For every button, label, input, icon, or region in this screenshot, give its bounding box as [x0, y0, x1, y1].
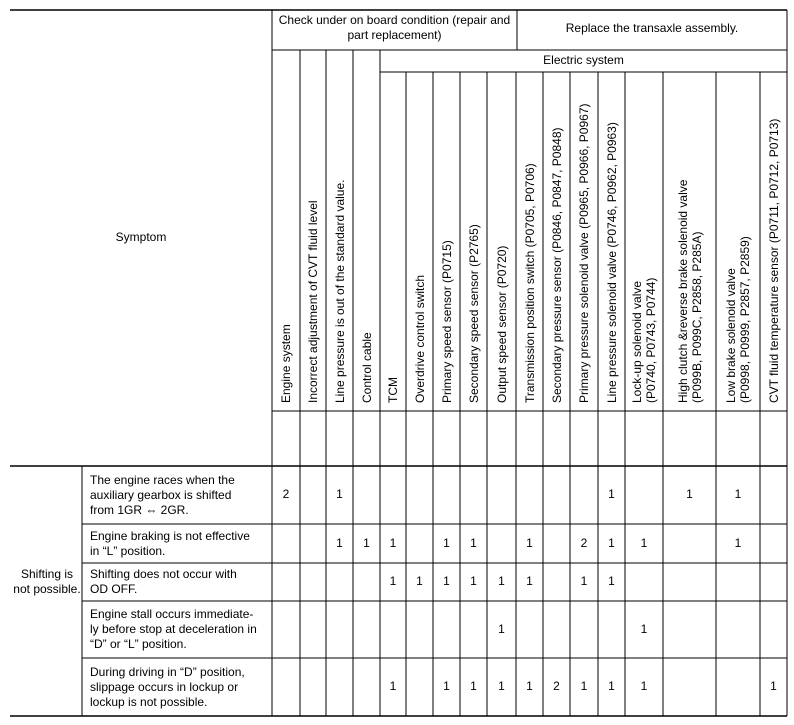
table-cell-r2-c8: 1 — [498, 574, 505, 588]
symptom-text-row-4: slippage occurs in lockup or — [90, 679, 239, 694]
table-cell-r1-c6: 1 — [443, 535, 450, 550]
column-header-12: Line pressure solenoid valve (P0746, P0962, P0963) — [604, 122, 619, 403]
table-cell-r3-c8: 1 — [498, 621, 505, 636]
table-cell-r4-c10: 2 — [553, 679, 560, 693]
table-cell-r2-c7: 1 — [470, 574, 477, 588]
table-cell-r1-c2: 1 — [336, 535, 343, 550]
table-cell-r0-c15: 1 — [734, 487, 742, 501]
column-header-1: Incorrect adjustment of CVT fluid level — [306, 200, 320, 403]
replace-group-header: Replace the transaxle assembly. — [565, 21, 739, 35]
shifting-group-label: Shifting is not possible. — [13, 567, 81, 596]
table-cell-r2-c9: 1 — [526, 574, 533, 588]
column-header-7: Secondary speed sensor (P2765) — [466, 224, 481, 403]
symptom-text-row-0: The engine races when the — [90, 472, 235, 487]
table-cell-r4-c12: 1 — [608, 679, 615, 693]
electric-system-header: Electric system — [543, 53, 624, 67]
symptom-text-row-1: Engine braking is not effective — [90, 528, 250, 543]
column-header-8: Output speed sensor (P0720) — [494, 245, 509, 403]
column-header-6: Primary speed sensor (P0715) — [439, 240, 454, 403]
table-cell-r2-c5: 1 — [416, 574, 423, 588]
column-header-11: Primary pressure solenoid valve (P0965, P0966, P0967) — [577, 103, 591, 403]
table-cell-r2-c11: 1 — [580, 574, 588, 588]
table-cell-r1-c13: 1 — [640, 535, 648, 550]
table-cell-r2-c6: 1 — [443, 574, 450, 588]
symptom-text-row-4: During driving in “D” position, — [90, 664, 245, 679]
table-cell-r1-c11: 2 — [580, 535, 588, 550]
symptom-text-row-3: “D” or “L” position. — [90, 637, 187, 651]
table-cell-r1-c9: 1 — [526, 535, 533, 550]
symptom-text-row-1: in “L” position. — [90, 543, 166, 558]
column-header-9: Transmission position switch (P0705, P0706) — [522, 163, 537, 403]
column-header-16: CVT fluid temperature sensor (P0711, P0712, P0713) — [766, 118, 781, 403]
table-cell-r2-c4: 1 — [389, 574, 397, 588]
table-cell-r1-c15: 1 — [734, 535, 742, 550]
table-cell-r1-c4: 1 — [389, 535, 397, 550]
table-cell-r0-c12: 1 — [608, 487, 615, 501]
symptom-text-row-2: Shifting does not occur with — [90, 567, 237, 581]
column-header-0: Engine system — [279, 324, 293, 403]
symptom-text-row-3: Engine stall occurs immediate- — [90, 607, 254, 621]
column-header-14-line-0: High clutch &reverse brake solenoid valve — [675, 179, 690, 403]
table-cell-r2-c12: 1 — [608, 574, 615, 588]
table-cell-r3-c13: 1 — [640, 621, 648, 636]
column-header-15-line-0: Low brake solenoid valve — [724, 268, 738, 403]
table-cell-r4-c8: 1 — [498, 679, 505, 693]
check-group-header: Check under on board condition (repair and part replacement) — [278, 13, 511, 42]
table-cell-r1-c7: 1 — [470, 535, 477, 550]
column-header-14-line-1: (P099B, P099C, P2858, P285A) — [689, 231, 704, 403]
table-cell-r4-c11: 1 — [580, 679, 588, 693]
table-cell-r4-c7: 1 — [470, 679, 477, 693]
table-cell-r1-c12: 1 — [608, 535, 615, 550]
symptom-text-row-2: OD OFF. — [90, 582, 138, 596]
table-cell-r4-c16: 1 — [770, 679, 777, 693]
column-header-15-line-1: (P0998, P0999, P2857, P2859) — [738, 236, 752, 403]
table-cell-r0-c14: 1 — [686, 487, 693, 501]
column-header-13-line-1: (P0740, P0743, P0744) — [644, 277, 658, 403]
table-cell-r4-c4: 1 — [389, 679, 397, 693]
symptom-text-row-4: lockup is not possible. — [90, 694, 208, 709]
symptom-text-row-0: from 1GR ⇔ 2GR. — [90, 502, 189, 517]
column-header-2: Line pressure is out of the standard value. — [332, 179, 347, 403]
column-header-4: TCM — [386, 377, 400, 403]
column-header-3: Control cable — [359, 332, 374, 403]
column-header-13-line-0: Lock-up solenoid valve — [630, 280, 644, 403]
column-header-10: Secondary pressure sensor (P0846, P0847, P0848) — [549, 127, 564, 403]
symptom-text-row-0: auxiliary gearbox is shifted — [90, 487, 232, 502]
table-cell-r0-c2: 1 — [336, 487, 343, 501]
table-cell-r4-c6: 1 — [443, 679, 450, 693]
table-cell-r4-c9: 1 — [526, 679, 533, 693]
table-cell-r1-c3: 1 — [363, 535, 370, 550]
symptom-header: Symptom — [115, 230, 167, 244]
column-header-5: Overdrive control switch — [412, 274, 427, 403]
table-cell-r4-c13: 1 — [640, 679, 648, 693]
symptom-text-row-3: ly before stop at deceleration in — [90, 622, 257, 636]
table-cell-r0-c0: 2 — [282, 487, 290, 501]
